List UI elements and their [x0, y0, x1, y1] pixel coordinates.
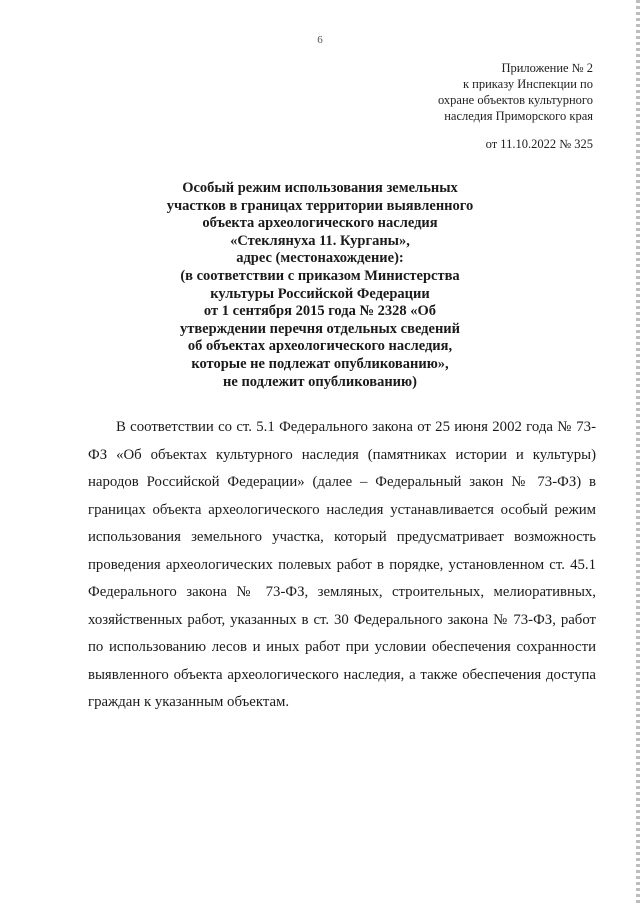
title-line: культуры Российской Федерации: [210, 285, 430, 302]
title-line: Особый режим использования земельных: [182, 180, 458, 196]
title-line: объекта археологического наследия: [202, 215, 438, 232]
title-line: которые не подлежат опубликованию»,: [191, 355, 449, 372]
title-line: адрес (местонахождение):: [236, 250, 404, 267]
appendix-header: [438, 60, 593, 124]
title-line: участков в границах территории выявленного: [166, 197, 474, 214]
body-paragraph: В соответствии со ст. 5.1 Федерального закона от 25 июня 2002 года № 73-ФЗ «Об объектах культурного наследия (памятниках истории и культуры) народов Российской Федерации» (далее – Федеральный закон № 73-ФЗ) в границах объекта археологического наследия устанавливается особый режим использования земельного участка, который предусматривает возможность проведения археологических полевых работ в порядке, установленном ст. 45.1 Федерального закона № 73-ФЗ, земляных, строительных, мелиоративных, хозяйственных работ, указанных в ст. 30 Федерального закона № 73-ФЗ, работ по использованию лесов и иных работ при условии обеспечения сохранности выявленного объекта археологического наследия, а также обеспечения доступа граждан к указанным объектам.: [88, 419, 596, 710]
appendix-line: к приказу Инспекции по: [462, 77, 593, 91]
title-line: утверждении перечня отдельных сведений: [179, 320, 461, 337]
page-edge-divider: [636, 0, 640, 905]
title-line: об объектах археологического наследия,: [187, 338, 453, 355]
page-number: 6: [317, 34, 323, 46]
title-line: (в соответствии с приказом Министерства: [180, 267, 460, 284]
title-line: не подлежит опубликованию): [223, 373, 417, 390]
order-reference: от 11.10.2022 № 325: [485, 137, 593, 151]
title-line: от 1 сентября 2015 года № 2328 «Об: [203, 303, 437, 320]
appendix-line: наследия Приморского края: [444, 109, 593, 123]
title-line: «Стеклянуха 11. Курганы»,: [230, 232, 410, 249]
appendix-line: Приложение № 2: [501, 61, 593, 75]
document-title: [140, 180, 500, 391]
appendix-line: охране объектов культурного: [437, 93, 593, 107]
